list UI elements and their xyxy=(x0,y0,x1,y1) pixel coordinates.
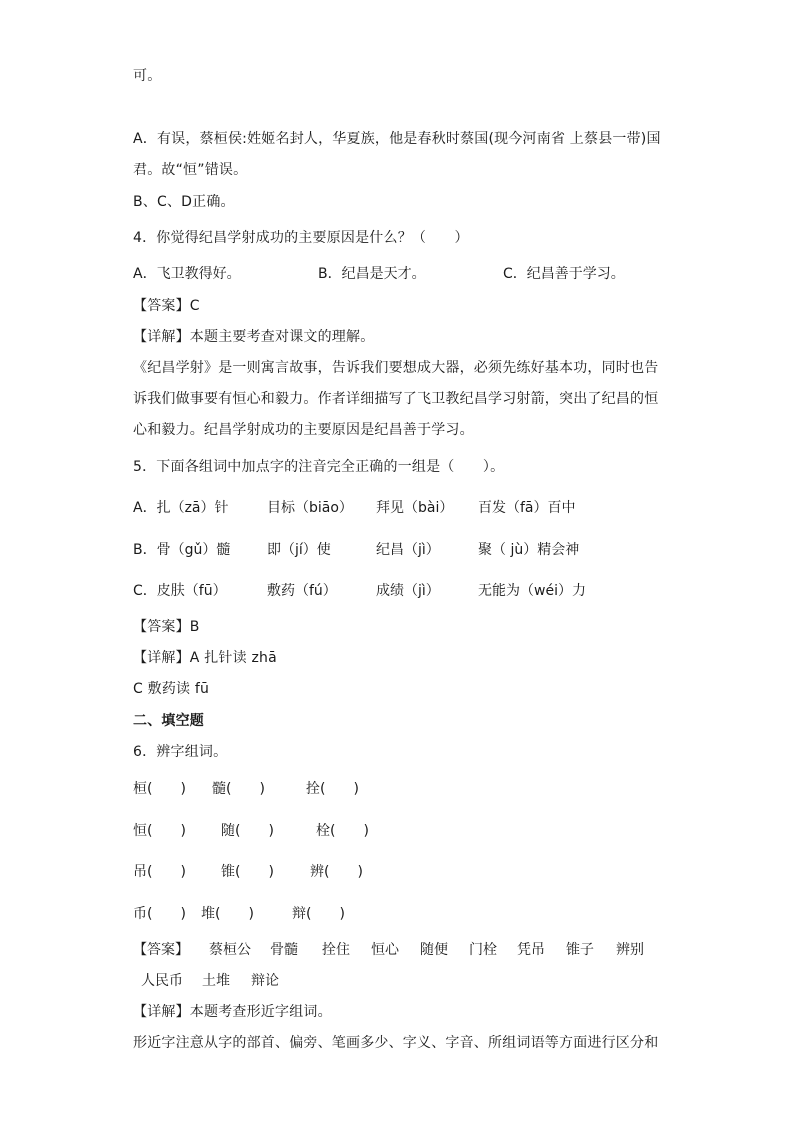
q6-answer-word: 锥子 xyxy=(566,942,594,958)
q5-item: 纪昌（jì） xyxy=(376,542,440,558)
text-line: 《纪昌学射》是一则寓言故事，告诉我们要想成大器，必须先练好基本功，同时也告 xyxy=(133,360,659,376)
q5-item: C．皮肤（fū） xyxy=(133,583,227,599)
q6-answer-word: 人民币 xyxy=(141,973,183,989)
question-5: 5．下面各组词中加点字的注音完全正确的一组是（ ）。 xyxy=(133,459,505,475)
q6-blank: 辨( ) xyxy=(310,864,363,880)
q6-blank: 恒( ) xyxy=(133,823,186,839)
q5-item: A．扎（zā）针 xyxy=(133,500,229,516)
q5-item: 成绩（jì） xyxy=(376,583,440,599)
text-line: C 敷药读 fū xyxy=(133,681,210,697)
q6-blank: 髓( ) xyxy=(212,781,265,797)
text-line: 形近字注意从字的部首、偏旁、笔画多少、字义、字音、所组词语等方面进行区分和 xyxy=(133,1035,659,1051)
q6-answer-word: 随便 xyxy=(420,942,448,958)
text-line: 诉我们做事要有恒心和毅力。作者详细描写了飞卫教纪昌学习射箭，突出了纪昌的恒 xyxy=(133,391,659,407)
q6-answer-word: 辨别 xyxy=(616,942,644,958)
q4-detail: 【详解】本题主要考查对课文的理解。 xyxy=(133,329,375,345)
q5-item: B．骨（gǔ）髓 xyxy=(133,542,231,558)
q5-item: 目标（biāo） xyxy=(267,500,353,516)
q6-answer-word: 辩论 xyxy=(251,973,279,989)
q6-detail: 【详解】本题考查形近字组词。 xyxy=(133,1004,332,1020)
q6-answer-word: 门栓 xyxy=(469,942,497,958)
q6-blank: 拴( ) xyxy=(306,781,359,797)
q4-option-c: C．纪昌善于学习。 xyxy=(503,266,625,282)
q5-item: 聚（ jù）精会神 xyxy=(478,542,580,558)
text-line: B、C、D正确。 xyxy=(133,194,235,210)
text-line: A．有误，蔡桓侯:姓姬名封人，华夏族，他是春秋时蔡国(现今河南省 上蔡县一带)国 xyxy=(133,131,661,147)
q6-answer-word: 恒心 xyxy=(371,942,399,958)
q6-answer-label: 【答案】 xyxy=(133,942,189,958)
q6-blank: 锥( ) xyxy=(221,864,274,880)
q4-answer: 【答案】C xyxy=(133,298,200,314)
question-4: 4．你觉得纪昌学射成功的主要原因是什么？（ ） xyxy=(133,230,469,246)
text-line: 可。 xyxy=(133,68,162,84)
text-line: 心和毅力。纪昌学射成功的主要原因是纪昌善于学习。 xyxy=(133,422,474,438)
q6-answer-word: 拴住 xyxy=(322,942,350,958)
q5-item: 百发（fā）百中 xyxy=(478,500,576,516)
q4-option-b: B．纪昌是天才。 xyxy=(318,266,426,282)
section-heading: 二、填空题 xyxy=(133,713,204,729)
q6-blank: 桓( ) xyxy=(133,781,186,797)
q6-blank: 随( ) xyxy=(221,823,274,839)
q6-answer-word: 骨髓 xyxy=(270,942,298,958)
q5-answer: 【答案】B xyxy=(133,619,200,635)
q6-answer-word: 蔡桓公 xyxy=(209,942,251,958)
q4-option-a: A．飞卫教得好。 xyxy=(133,266,241,282)
q5-item: 即（jí）使 xyxy=(267,542,331,558)
q6-answer-word: 凭吊 xyxy=(517,942,545,958)
text-line: 君。故“恒”错误。 xyxy=(133,162,248,178)
question-6: 6．辨字组词。 xyxy=(133,744,228,760)
q5-item: 无能为（wéi）力 xyxy=(478,583,586,599)
q6-blank: 辩( ) xyxy=(292,906,345,922)
q6-blank: 栓( ) xyxy=(316,823,369,839)
q6-blank: 吊( ) xyxy=(133,864,186,880)
q5-detail: 【详解】A 扎针读 zhā xyxy=(133,650,277,666)
q5-item: 敷药（fú） xyxy=(267,583,337,599)
q6-answer-word: 土堆 xyxy=(202,973,230,989)
q6-blank: 堆( ) xyxy=(201,906,254,922)
q6-blank: 币( ) xyxy=(133,906,186,922)
q5-item: 拜见（bài） xyxy=(376,500,454,516)
